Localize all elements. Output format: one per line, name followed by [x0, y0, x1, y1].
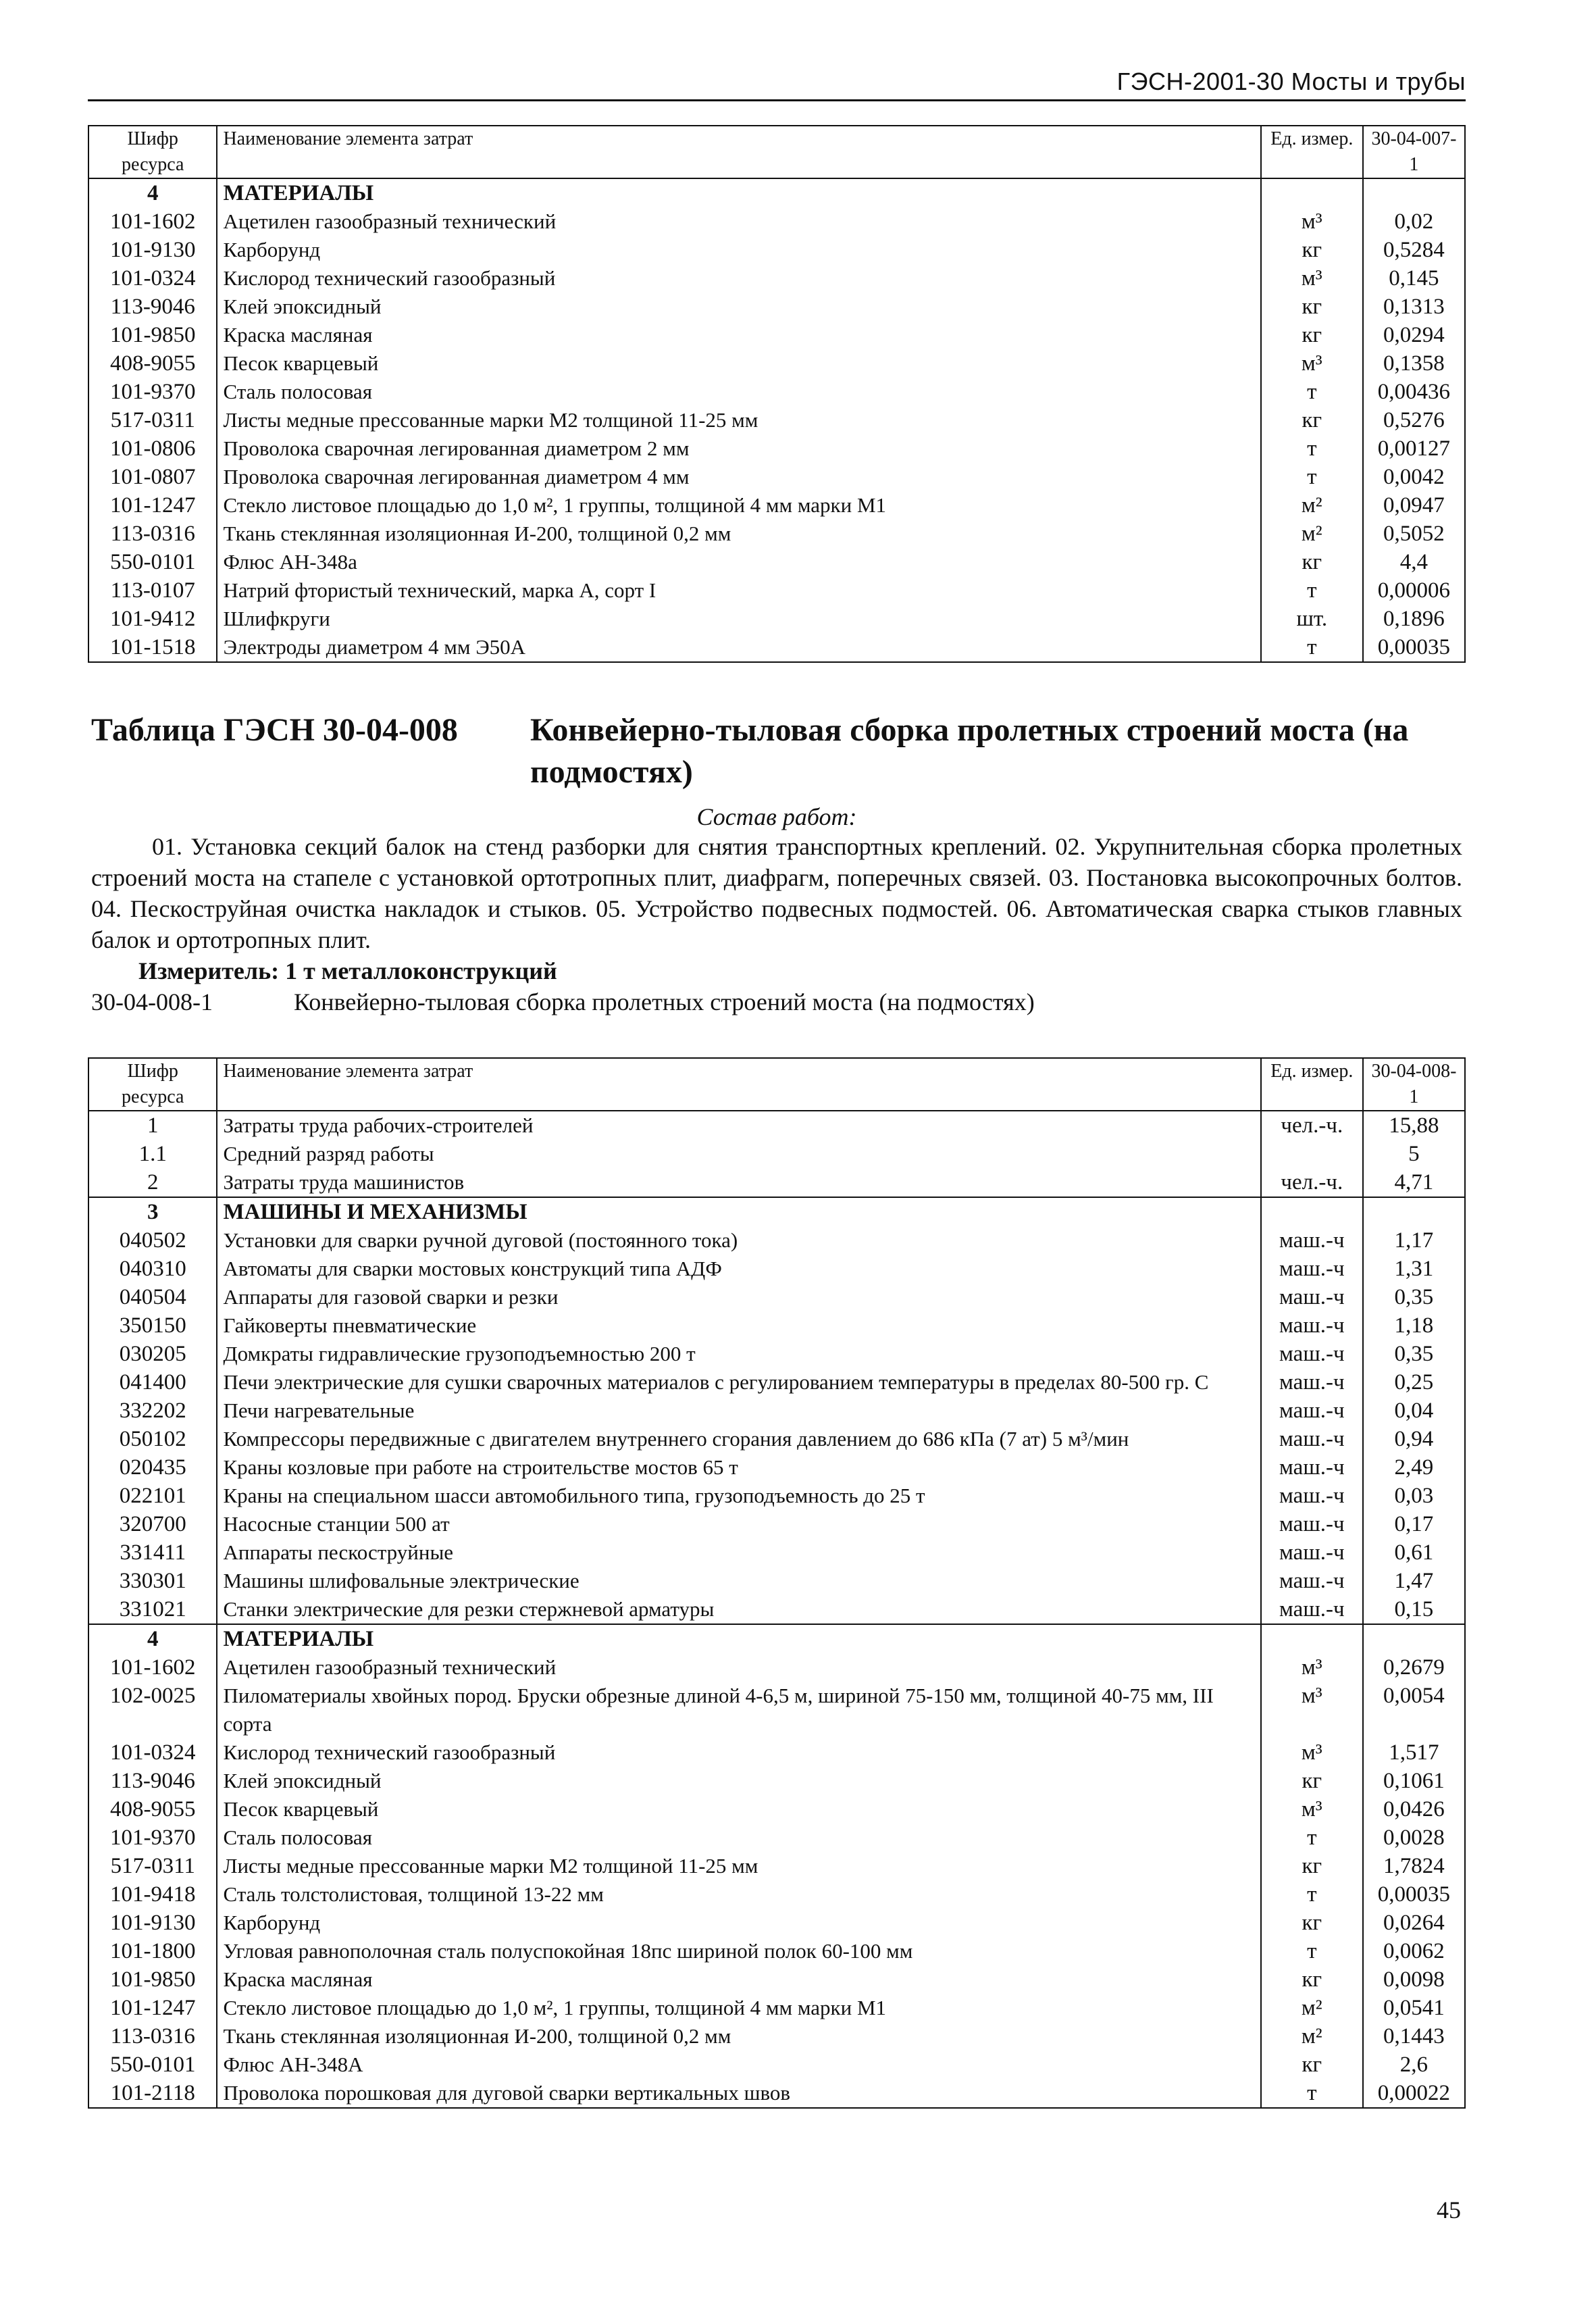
- resource-unit: м³: [1261, 207, 1363, 236]
- resource-code: 113-0316: [88, 2022, 217, 2051]
- resource-name: Ткань стеклянная изоляционная И-200, толщиной 0,2 мм: [217, 2022, 1260, 2051]
- resource-code: 101-9418: [88, 1880, 217, 1909]
- resource-value: 0,04: [1363, 1397, 1465, 1425]
- resource-code: 040310: [88, 1255, 217, 1283]
- resource-value: 0,1896: [1363, 605, 1465, 633]
- resource-name: Флюс АН-348а: [217, 548, 1260, 576]
- resource-unit: маш.-ч: [1261, 1595, 1363, 1624]
- resource-name: Краска масляная: [217, 321, 1260, 349]
- resource-code: 101-1247: [88, 491, 217, 520]
- table-label: Таблица ГЭСН 30-04-008: [91, 712, 458, 748]
- resource-table-1: [88, 125, 1466, 663]
- resource-value: 0,5276: [1363, 406, 1465, 434]
- resource-name: Листы медные прессованные марки М2 толщиной 11-25 мм: [217, 406, 1260, 434]
- resource-name: Проволока порошковая для дуговой сварки вертикальных швов: [217, 2079, 1260, 2108]
- resource-unit: кг: [1261, 2051, 1363, 2079]
- resource-value: 1,7824: [1363, 1852, 1465, 1880]
- resource-name: Кислород технический газообразный: [217, 264, 1260, 293]
- section-unit-empty: [1261, 178, 1363, 207]
- table-row: [88, 1653, 1465, 1682]
- resource-value: 0,03: [1363, 1482, 1465, 1510]
- resource-name: Электроды диаметром 4 мм Э50А: [217, 633, 1260, 662]
- resource-name: Печи нагревательные: [217, 1397, 1260, 1425]
- resource-unit: м³: [1261, 1738, 1363, 1767]
- resource-unit: кг: [1261, 406, 1363, 434]
- resource-name: Аппараты пескоструйные: [217, 1538, 1260, 1567]
- col-header-name: Наименование элемента затрат: [217, 1058, 1260, 1111]
- resource-name: Ацетилен газообразный технический: [217, 1653, 1260, 1682]
- resource-unit: кг: [1261, 1965, 1363, 1994]
- norm-name: Конвейерно-тыловая сборка пролетных строений моста (на подмостях): [294, 988, 1035, 1015]
- table-row: [88, 1510, 1465, 1538]
- resource-value: 1,17: [1363, 1226, 1465, 1255]
- resource-unit: м²: [1261, 520, 1363, 548]
- resource-unit: маш.-ч: [1261, 1397, 1363, 1425]
- resource-value: 4,71: [1363, 1168, 1465, 1197]
- resource-code: 113-0316: [88, 520, 217, 548]
- resource-code: 101-1602: [88, 1653, 217, 1682]
- composition-text: 01. Установка секций балок на стенд разборки для снятия транспортных креплений. 02. Укрупнительная сборка пролетных строений моста на стапеле с установкой ортотропных плит, диафрагм, поперечных связей. 03. Постановка высокопрочных болтов. 04. Пескоструйная очистка накладок и стыков. 05. Устройство подвесных подмостей. 06. Автоматическая сварка стыков главных балок и ортотропных плит.: [91, 833, 1462, 953]
- resource-name: Клей эпоксидный: [217, 1767, 1260, 1795]
- resource-unit: м³: [1261, 264, 1363, 293]
- table-row: [88, 1795, 1465, 1823]
- resource-unit: маш.-ч: [1261, 1226, 1363, 1255]
- resource-unit: м³: [1261, 1795, 1363, 1823]
- resource-value: 2,6: [1363, 2051, 1465, 2079]
- table-row: [88, 1682, 1465, 1738]
- table-row: [88, 1595, 1465, 1624]
- resource-name: Краны на специальном шасси автомобильного типа, грузоподъемность до 25 т: [217, 1482, 1260, 1510]
- resource-value: 1,31: [1363, 1255, 1465, 1283]
- resource-name: Насосные станции 500 ат: [217, 1510, 1260, 1538]
- col-header-code: Шифр ресурса: [88, 126, 217, 178]
- section-value-empty: [1363, 1197, 1465, 1226]
- resource-unit: кг: [1261, 1852, 1363, 1880]
- section-row: [88, 178, 1465, 207]
- resource-value: 0,0294: [1363, 321, 1465, 349]
- table-row: [88, 2022, 1465, 2051]
- resource-code: 101-1602: [88, 207, 217, 236]
- resource-unit: маш.-ч: [1261, 1425, 1363, 1453]
- resource-unit: т: [1261, 576, 1363, 605]
- table-row: [88, 1255, 1465, 1283]
- resource-value: 0,0028: [1363, 1823, 1465, 1852]
- table-row: [88, 1937, 1465, 1965]
- resource-value: 0,145: [1363, 264, 1465, 293]
- resource-name: Стекло листовое площадью до 1,0 м², 1 группы, толщиной 4 мм марки М1: [217, 491, 1260, 520]
- resource-name: Карборунд: [217, 1909, 1260, 1937]
- resource-value: 0,35: [1363, 1283, 1465, 1311]
- resource-code: 022101: [88, 1482, 217, 1510]
- table-heading: [91, 709, 1462, 793]
- resource-value: 0,1061: [1363, 1767, 1465, 1795]
- resource-code: 101-1800: [88, 1937, 217, 1965]
- resource-value: 0,61: [1363, 1538, 1465, 1567]
- table-row: [88, 1880, 1465, 1909]
- resource-value: 0,35: [1363, 1340, 1465, 1368]
- resource-value: 4,4: [1363, 548, 1465, 576]
- resource-name: Клей эпоксидный: [217, 293, 1260, 321]
- resource-name: Карборунд: [217, 236, 1260, 264]
- table-row: [88, 1283, 1465, 1311]
- resource-name: Сталь полосовая: [217, 378, 1260, 406]
- table-row: [88, 1368, 1465, 1397]
- resource-code: 101-0806: [88, 434, 217, 463]
- table-row: [88, 321, 1465, 349]
- resource-unit: т: [1261, 1823, 1363, 1852]
- table-row: [88, 1140, 1465, 1168]
- table-row: [88, 1965, 1465, 1994]
- table-row: [88, 264, 1465, 293]
- resource-code: 101-9130: [88, 236, 217, 264]
- resource-table-2-body: [88, 1111, 1465, 2108]
- resource-code: 113-0107: [88, 576, 217, 605]
- measurer: Измеритель: 1 т металлоконструкций: [138, 957, 557, 984]
- resource-unit: м²: [1261, 491, 1363, 520]
- section-number: 4: [88, 178, 217, 207]
- resource-unit: м²: [1261, 2022, 1363, 2051]
- col-header-name: Наименование элемента затрат: [217, 126, 1260, 178]
- resource-value: 0,00022: [1363, 2079, 1465, 2108]
- resource-value: 0,00127: [1363, 434, 1465, 463]
- resource-table-2: [88, 1057, 1466, 2109]
- resource-value: 0,0426: [1363, 1795, 1465, 1823]
- resource-unit: шт.: [1261, 605, 1363, 633]
- section-value-empty: [1363, 1624, 1465, 1653]
- resource-value: 0,00035: [1363, 1880, 1465, 1909]
- resource-unit: маш.-ч: [1261, 1340, 1363, 1368]
- table-row: [88, 463, 1465, 491]
- resource-name: Листы медные прессованные марки М2 толщиной 11-25 мм: [217, 1852, 1260, 1880]
- resource-code: 020435: [88, 1453, 217, 1482]
- resource-name: Сталь полосовая: [217, 1823, 1260, 1852]
- resource-code: 550-0101: [88, 548, 217, 576]
- page-number: 45: [1437, 2196, 1461, 2223]
- resource-value: 0,00006: [1363, 576, 1465, 605]
- resource-name: Сталь толстолистовая, толщиной 13-22 мм: [217, 1880, 1260, 1909]
- resource-code: 330301: [88, 1567, 217, 1595]
- resource-unit: т: [1261, 633, 1363, 662]
- table-row: [88, 236, 1465, 264]
- col-header-unit: Ед. измер.: [1261, 1058, 1363, 1111]
- resource-name: Флюс АН-348А: [217, 2051, 1260, 2079]
- resource-value: 0,5284: [1363, 236, 1465, 264]
- resource-value: 5: [1363, 1140, 1465, 1168]
- resource-value: 15,88: [1363, 1111, 1465, 1140]
- resource-name: Ацетилен газообразный технический: [217, 207, 1260, 236]
- resource-code: 050102: [88, 1425, 217, 1453]
- resource-value: 2,49: [1363, 1453, 1465, 1482]
- resource-unit: маш.-ч: [1261, 1567, 1363, 1595]
- resource-name: Краска масляная: [217, 1965, 1260, 1994]
- resource-code: 101-0807: [88, 463, 217, 491]
- resource-value: 0,0042: [1363, 463, 1465, 491]
- table-row: [88, 1397, 1465, 1425]
- resource-code: 331021: [88, 1595, 217, 1624]
- resource-unit: м³: [1261, 1653, 1363, 1682]
- table-row: [88, 207, 1465, 236]
- resource-name: Краны козловые при работе на строительстве мостов 65 т: [217, 1453, 1260, 1482]
- norm-line: [91, 986, 1462, 1017]
- resource-unit: маш.-ч: [1261, 1453, 1363, 1482]
- resource-value: 0,2679: [1363, 1653, 1465, 1682]
- resource-value: 0,0098: [1363, 1965, 1465, 1994]
- resource-value: 0,0541: [1363, 1994, 1465, 2022]
- resource-unit: кг: [1261, 548, 1363, 576]
- table-caption-block: [91, 709, 1462, 1017]
- table-row: [88, 1311, 1465, 1340]
- page-header-title: ГЭСН-2001-30 Мосты и трубы: [1116, 68, 1466, 95]
- resource-unit: т: [1261, 1937, 1363, 1965]
- resource-code: 1.1: [88, 1140, 217, 1168]
- table-row: [88, 1453, 1465, 1482]
- resource-unit: м³: [1261, 1682, 1363, 1738]
- resource-code: 101-2118: [88, 2079, 217, 2108]
- resource-unit: т: [1261, 1880, 1363, 1909]
- resource-code: 101-1247: [88, 1994, 217, 2022]
- resource-value: 0,1358: [1363, 349, 1465, 378]
- resource-code: 331411: [88, 1538, 217, 1567]
- table-row: [88, 1852, 1465, 1880]
- resource-code: 102-0025: [88, 1682, 217, 1738]
- resource-name: Кислород технический газообразный: [217, 1738, 1260, 1767]
- table-row: [88, 1425, 1465, 1453]
- header-rule: [88, 99, 1466, 101]
- table-row: [88, 1994, 1465, 2022]
- resource-unit: маш.-ч: [1261, 1311, 1363, 1340]
- resource-value: 0,0264: [1363, 1909, 1465, 1937]
- resource-code: 101-9130: [88, 1909, 217, 1937]
- resource-name: Ткань стеклянная изоляционная И-200, толщиной 0,2 мм: [217, 520, 1260, 548]
- table-row: [88, 576, 1465, 605]
- resource-name: Машины шлифовальные электрические: [217, 1567, 1260, 1595]
- resource-name: Проволока сварочная легированная диаметром 4 мм: [217, 463, 1260, 491]
- resource-value: 0,0062: [1363, 1937, 1465, 1965]
- page-header: [88, 68, 1466, 101]
- resource-unit: т: [1261, 434, 1363, 463]
- resource-unit: маш.-ч: [1261, 1255, 1363, 1283]
- resource-code: 030205: [88, 1340, 217, 1368]
- table-row: [88, 491, 1465, 520]
- table-row: [88, 1226, 1465, 1255]
- resource-name: Проволока сварочная легированная диаметром 2 мм: [217, 434, 1260, 463]
- resource-name: Автоматы для сварки мостовых конструкций типа АДФ: [217, 1255, 1260, 1283]
- resource-unit: маш.-ч: [1261, 1510, 1363, 1538]
- resource-unit: т: [1261, 2079, 1363, 2108]
- col-header-code: Шифр ресурса: [88, 1058, 217, 1111]
- table-row: [88, 1482, 1465, 1510]
- resource-value: 0,02: [1363, 207, 1465, 236]
- resource-value: 0,00035: [1363, 633, 1465, 662]
- section-title: МАТЕРИАЛЫ: [217, 1624, 1260, 1653]
- resource-code: 408-9055: [88, 349, 217, 378]
- resource-unit: кг: [1261, 236, 1363, 264]
- resource-name: Песок кварцевый: [217, 1795, 1260, 1823]
- table-row: [88, 633, 1465, 662]
- resource-unit: кг: [1261, 293, 1363, 321]
- resource-unit: м²: [1261, 1994, 1363, 2022]
- resource-unit: кг: [1261, 321, 1363, 349]
- resource-value: 0,15: [1363, 1595, 1465, 1624]
- resource-code: 040504: [88, 1283, 217, 1311]
- resource-table-1-body: [88, 178, 1465, 662]
- resource-name: Аппараты для газовой сварки и резки: [217, 1283, 1260, 1311]
- resource-name: Домкраты гидравлические грузоподъемностью 200 т: [217, 1340, 1260, 1368]
- table-row: [88, 1111, 1465, 1140]
- resource-value: 0,5052: [1363, 520, 1465, 548]
- resource-code: 101-9370: [88, 1823, 217, 1852]
- resource-name: Печи электрические для сушки сварочных материалов с регулированием температуры в пределах 80-500 гр. С: [217, 1368, 1260, 1397]
- resource-code: 101-1518: [88, 633, 217, 662]
- table-row: [88, 378, 1465, 406]
- resource-value: 0,25: [1363, 1368, 1465, 1397]
- resource-value: 0,94: [1363, 1425, 1465, 1453]
- resource-code: 517-0311: [88, 1852, 217, 1880]
- resource-name: Песок кварцевый: [217, 349, 1260, 378]
- resource-name: Натрий фтористый технический, марка А, сорт I: [217, 576, 1260, 605]
- resource-unit: маш.-ч: [1261, 1482, 1363, 1510]
- resource-code: 101-9850: [88, 321, 217, 349]
- resource-value: 1,517: [1363, 1738, 1465, 1767]
- resource-code: 113-9046: [88, 1767, 217, 1795]
- resource-code: 2: [88, 1168, 217, 1197]
- resource-value: 0,0947: [1363, 491, 1465, 520]
- section-number: 3: [88, 1197, 217, 1226]
- section-number: 4: [88, 1624, 217, 1653]
- resource-unit: маш.-ч: [1261, 1368, 1363, 1397]
- table-row: [88, 2051, 1465, 2079]
- resource-code: 408-9055: [88, 1795, 217, 1823]
- resource-value: 0,1313: [1363, 293, 1465, 321]
- col-header-unit: Ед. измер.: [1261, 126, 1363, 178]
- resource-name: Гайковерты пневматические: [217, 1311, 1260, 1340]
- table-row: [88, 1340, 1465, 1368]
- resource-name: Стекло листовое площадью до 1,0 м², 1 группы, толщиной 4 мм марки М1: [217, 1994, 1260, 2022]
- resource-name: Средний разряд работы: [217, 1140, 1260, 1168]
- col-header-norm: 30-04-007-1: [1363, 126, 1465, 178]
- resource-unit: м³: [1261, 349, 1363, 378]
- table-row: [88, 1738, 1465, 1767]
- resource-name: Установки для сварки ручной дуговой (постоянного тока): [217, 1226, 1260, 1255]
- table-row: [88, 1567, 1465, 1595]
- resource-unit: кг: [1261, 1767, 1363, 1795]
- resource-code: 101-0324: [88, 1738, 217, 1767]
- resource-name: Затраты труда рабочих-строителей: [217, 1111, 1260, 1140]
- resource-unit: [1261, 1140, 1363, 1168]
- section-title: МАТЕРИАЛЫ: [217, 178, 1260, 207]
- resource-code: 517-0311: [88, 406, 217, 434]
- resource-name: Затраты труда машинистов: [217, 1168, 1260, 1197]
- resource-name: Пиломатериалы хвойных пород. Бруски обрезные длиной 4-6,5 м, шириной 75-150 мм, толщиной 40-75 мм, III сорта: [217, 1682, 1260, 1738]
- resource-value: 0,0054: [1363, 1682, 1465, 1738]
- resource-unit: маш.-ч: [1261, 1283, 1363, 1311]
- table-row: [88, 293, 1465, 321]
- section-row: [88, 1624, 1465, 1653]
- col-header-norm: 30-04-008-1: [1363, 1058, 1465, 1111]
- table-row: [88, 349, 1465, 378]
- resource-name: Станки электрические для резки стержневой арматуры: [217, 1595, 1260, 1624]
- resource-code: 040502: [88, 1226, 217, 1255]
- resource-value: 0,17: [1363, 1510, 1465, 1538]
- resource-unit: чел.-ч.: [1261, 1168, 1363, 1197]
- table-row: [88, 1823, 1465, 1852]
- resource-unit: т: [1261, 378, 1363, 406]
- resource-value: 0,00436: [1363, 378, 1465, 406]
- resource-code: 350150: [88, 1311, 217, 1340]
- resource-unit: т: [1261, 463, 1363, 491]
- table-row: [88, 520, 1465, 548]
- table-row: [88, 548, 1465, 576]
- resource-name: Компрессоры передвижные с двигателем внутреннего сгорания давлением до 686 кПа (7 ат) 5 м³/мин: [217, 1425, 1260, 1453]
- resource-unit: маш.-ч: [1261, 1538, 1363, 1567]
- resource-code: 320700: [88, 1510, 217, 1538]
- resource-code: 1: [88, 1111, 217, 1140]
- resource-value: 1,47: [1363, 1567, 1465, 1595]
- resource-code: 101-9850: [88, 1965, 217, 1994]
- composition-title: Состав работ:: [696, 803, 857, 830]
- section-unit-empty: [1261, 1197, 1363, 1226]
- table-row: [88, 1538, 1465, 1567]
- norm-code: 30-04-008-1: [91, 988, 213, 1015]
- section-row: [88, 1197, 1465, 1226]
- table-title: Конвейерно-тыловая сборка пролетных строений моста (на подмостях): [530, 712, 1409, 790]
- resource-code: 101-9412: [88, 605, 217, 633]
- resource-value: 0,1443: [1363, 2022, 1465, 2051]
- resource-code: 101-0324: [88, 264, 217, 293]
- resource-name: Угловая равнополочная сталь полуспокойная 18пс шириной полок 60-100 мм: [217, 1937, 1260, 1965]
- resource-name: Шлифкруги: [217, 605, 1260, 633]
- resource-code: 550-0101: [88, 2051, 217, 2079]
- table-row: [88, 2079, 1465, 2108]
- resource-unit: чел.-ч.: [1261, 1111, 1363, 1140]
- section-title: МАШИНЫ И МЕХАНИЗМЫ: [217, 1197, 1260, 1226]
- table-row: [88, 406, 1465, 434]
- section-value-empty: [1363, 178, 1465, 207]
- table-row: [88, 1909, 1465, 1937]
- resource-code: 101-9370: [88, 378, 217, 406]
- resource-code: 113-9046: [88, 293, 217, 321]
- resource-value: 1,18: [1363, 1311, 1465, 1340]
- resource-code: 332202: [88, 1397, 217, 1425]
- section-unit-empty: [1261, 1624, 1363, 1653]
- table-row: [88, 605, 1465, 633]
- table-row: [88, 1168, 1465, 1197]
- resource-code: 041400: [88, 1368, 217, 1397]
- table-row: [88, 434, 1465, 463]
- table-row: [88, 1767, 1465, 1795]
- resource-unit: кг: [1261, 1909, 1363, 1937]
